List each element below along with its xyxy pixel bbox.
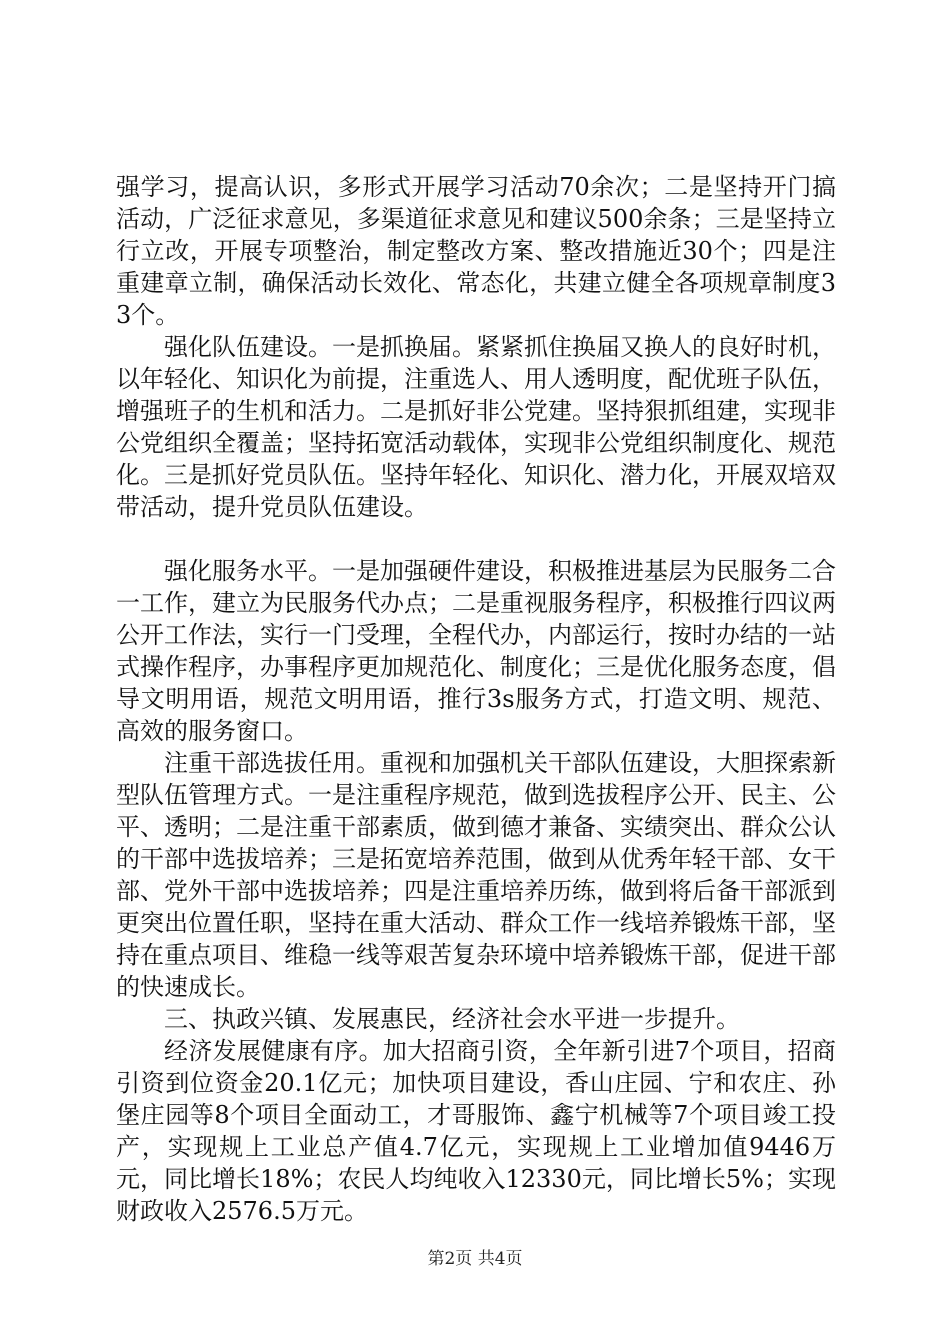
page-number-footer: 第2页 共4页 <box>427 1249 523 1269</box>
paragraph-study-activities: 强学习，提高认识，多形式开展学习活动70余次；二是坚持开门搞活动，广泛征求意见，多渠道征求意见和建议500余条；三是坚持立行立改，开展专项整治，制定整改方案、整改措施近30个；四是注重建章立制，确保活动长效化、常态化，共建立健全各项规章制度33个。 <box>116 173 836 329</box>
paragraph-cadre-selection: 注重干部选拔任用。重视和加强机关干部队伍建设，大胆探索新型队伍管理方式。一是注重程序规范，做到选拔程序公开、民主、公平、透明；二是注重干部素质，做到德才兼备、实绩突出、群众公认的干部中选拔培养；三是拓宽培养范围，做到从优秀年轻干部、女干部、党外干部中选拔培养；四是注重培养历练，做到将后备干部派到更突出位置任职，坚持在重大活动、群众工作一线培养锻炼干部，坚持在重点项目、维稳一线等艰苦复杂环境中培养锻炼干部，促进干部的快速成长。 <box>116 749 836 1001</box>
paragraph-economic-development: 经济发展健康有序。加大招商引资，全年新引进7个项目，招商引资到位资金20.1亿元；加快项目建设，香山庄园、宁和农庄、孙堡庄园等8个项目全面动工，才哥服饰、鑫宁机械等7个项目竣工投产，实现规上工业总产值4.7亿元，实现规上工业增加值9446万元，同比增长18%；农民人均纯收入12330元，同比增长5%；实现财政收入2576.5万元。 <box>116 1037 836 1225</box>
document-body <box>116 171 836 1227</box>
paragraph-spacer <box>116 523 836 555</box>
paragraph-service-level: 强化服务水平。一是加强硬件建设，积极推进基层为民服务二合一工作，建立为民服务代办点；二是重视服务程序，积极推行四议两公开工作法，实行一门受理，全程代办，内部运行，按时办结的一站式操作程序，办事程序更加规范化、制度化；三是优化服务态度，倡导文明用语，规范文明用语，推行3s服务方式，打造文明、规范、高效的服务窗口。 <box>116 557 836 745</box>
section-heading-economy: 三、执政兴镇、发展惠民，经济社会水平进一步提升。 <box>164 1005 740 1033</box>
paragraph-team-building: 强化队伍建设。一是抓换届。紧紧抓住换届又换人的良好时机，以年轻化、知识化为前提，注重选人、用人透明度，配优班子队伍，增强班子的生机和活力。二是抓好非公党建。坚持狠抓组建，实现非公党组织全覆盖；坚持拓宽活动载体，实现非公党组织制度化、规范化。三是抓好党员队伍。坚持年轻化、知识化、潜力化，开展双培双带活动，提升党员队伍建设。 <box>116 333 836 521</box>
